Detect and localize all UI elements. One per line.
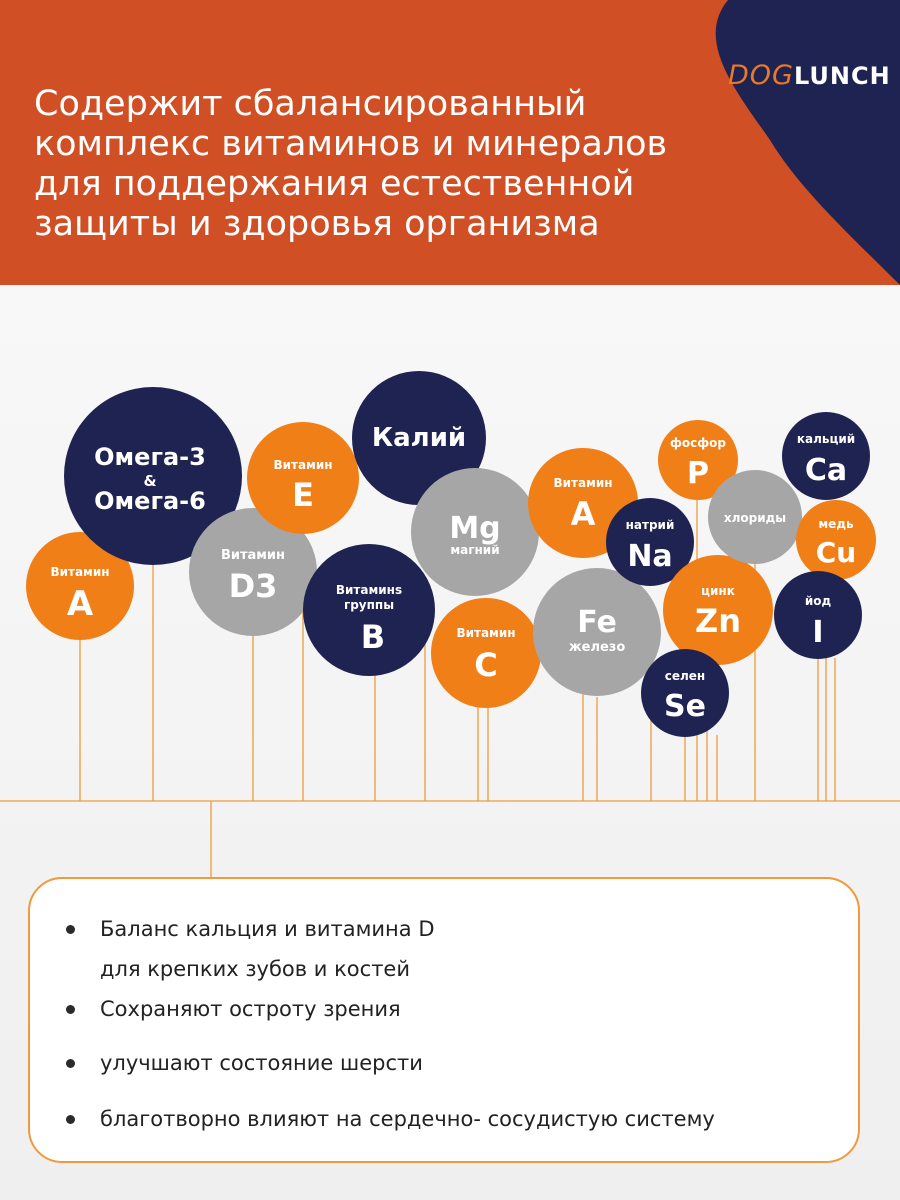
headline-line: для поддержания естественной <box>34 164 635 204</box>
bullet-dot <box>66 925 75 934</box>
bubble-small-label: фосфор <box>669 436 727 450</box>
bubble-label: Омега-6 <box>94 487 206 515</box>
benefit-text: благотворно влияют на сердечно- сосудистую систему <box>100 1107 715 1131</box>
bubble-small-label: Витаминs <box>335 583 403 597</box>
bubble-small-label: кальций <box>796 432 856 446</box>
benefits-card <box>28 877 860 1163</box>
bubble-big-label: I <box>812 615 824 650</box>
bubble-vitamin-e <box>247 422 359 534</box>
bubble-big-label: Калий <box>371 423 467 453</box>
bubble-label: & <box>143 472 157 490</box>
benefit-text: улучшают состояние шерсти <box>100 1051 423 1075</box>
bubble-small-label: Витамин <box>273 458 333 472</box>
bubble-small-label: Витамин <box>220 548 286 563</box>
benefit-item <box>100 1043 423 1083</box>
bubble-big-label: Fe <box>577 605 617 640</box>
bubble-small-label: Витамин <box>456 626 516 640</box>
benefit-item <box>100 909 435 989</box>
bubble-zn <box>663 555 773 665</box>
bubble-big-label: Cu <box>815 536 857 569</box>
bubble-mg <box>411 468 539 596</box>
bubble-small-label: железо <box>568 640 626 655</box>
benefit-text: Сохраняют остроту зрения <box>100 997 401 1021</box>
bubble-big-label: Na <box>627 539 673 574</box>
bullet-dot <box>66 1115 75 1124</box>
bubble-small-label: цинк <box>701 584 735 598</box>
logo-dog: DOG <box>728 60 794 91</box>
bubble-big-label: А <box>570 495 596 533</box>
bubble-big-label: Е <box>292 476 314 514</box>
benefit-text: Баланс кальция и витамина D <box>100 917 435 941</box>
headline-line: Содержит сбалансированный <box>34 84 587 124</box>
bubble-label: Омега-3 <box>94 443 206 471</box>
bubble-se <box>641 649 729 737</box>
bubble-small-label: селен <box>664 669 706 683</box>
benefit-item <box>100 989 401 1029</box>
headline-line: комплекс витаминов и минералов <box>34 124 668 164</box>
bubble-vitamin-c <box>431 598 541 708</box>
bubble-chloride <box>708 470 802 564</box>
logo-lunch: LUNCH <box>793 62 891 90</box>
bubble-ca <box>782 412 870 500</box>
bubble-big-label: Mg <box>449 511 501 546</box>
bubble-cu <box>796 500 876 580</box>
bubble-small-label: магний <box>450 543 500 557</box>
bullet-dot <box>66 1059 75 1068</box>
bubble-small-label: натрий <box>625 518 675 532</box>
bubble-big-label: Zn <box>695 602 741 640</box>
bubble-big-label: С <box>474 646 498 684</box>
bubble-small-label: йод <box>804 594 832 608</box>
bubble-big-label: Se <box>664 689 706 724</box>
headline-line: защиты и здоровья организма <box>34 204 600 244</box>
bubble-big-label: В <box>360 618 386 656</box>
benefit-text: для крепких зубов и костей <box>100 957 410 981</box>
bubble-iod <box>774 571 862 659</box>
bubble-big-label: D3 <box>228 567 278 605</box>
bubble-small-label: Витамин <box>553 476 613 490</box>
bubble-vitamin-b <box>303 544 435 676</box>
bullet-dot <box>66 1005 75 1014</box>
bubble-big-label: Ca <box>804 453 848 488</box>
bubble-small-label: хлориды <box>723 511 787 525</box>
bubble-small-label: Витамин <box>50 565 110 579</box>
bubble-fe <box>533 568 661 696</box>
bubble-small-label: группы <box>343 598 395 612</box>
bubble-big-label: А <box>66 584 94 624</box>
benefit-item <box>100 1099 715 1139</box>
bubble-big-label: P <box>687 456 709 491</box>
bubble-small-label: медь <box>818 517 854 531</box>
